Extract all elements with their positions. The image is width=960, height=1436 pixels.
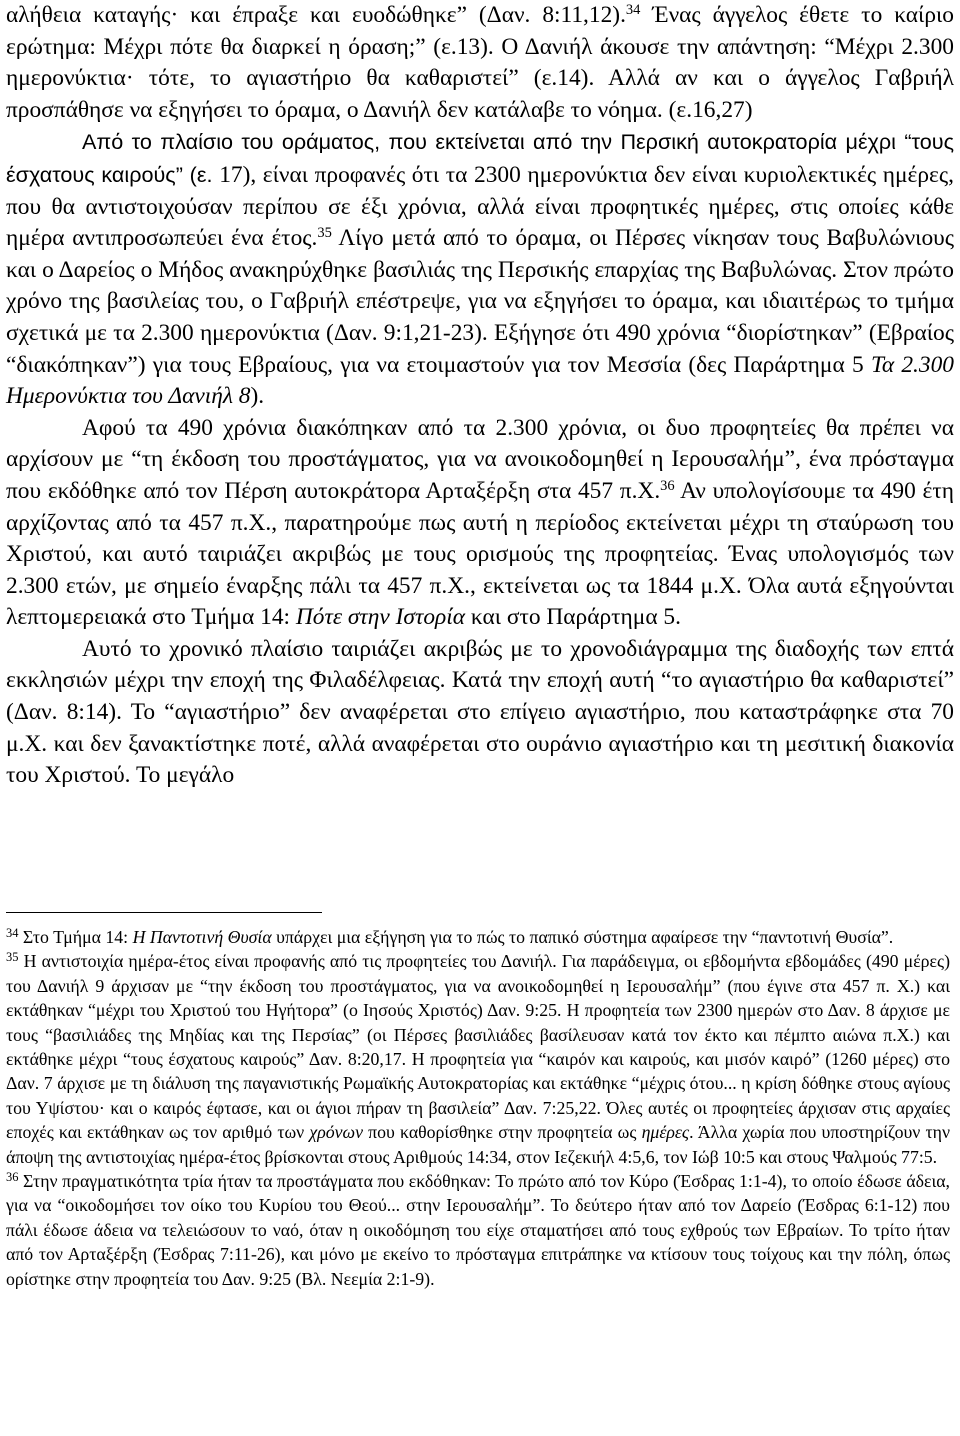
paragraph-2-part-b: Λίγο μετά από το όραμα, οι Πέρσες νίκησαν τους Βαβυλώνιους και ο Δαρείος ο Μήδος ανακηρύχθηκε βασιλιάς της Περσικής επαρχίας της Βαβυλώνας. Στον πρώτο χρόνο της βασιλείας του, ο Γαβριήλ επέστρεψε, για να εξηγήσει το όραμα, και ιδιαιτέρως το τμήμα σχετικά με τα 2.300 ημερονύκτια (Δαν. 9:1,21-23). Εξήγησε ότι 490 χρόνια “διορίστηκαν” (Εβραίος “διακόπηκαν”) για τους Εβραίους, για να ετοιμαστούν για τον Μεσσία (δες Παράρτημα 5 [6,225,954,378]
paragraph-1-part-b: Ένας άγγελος έθετε το καίριο ερώτημα: Μέχρι πότε θα διαρκεί η όραση;” (ε.13). Ο Δανιήλ άκουσε την απάντηση: “Μέχρι 2.300 ημερονύκτια· τότε, το αγιαστήριο θα καθαριστεί” (ε.14). Αλλά αν και ο άγγελος Γαβριήλ προσπάθησε να εξηγήσει το όραμα, ο Δανιήλ δεν κατάλαβε το νόημα. (ε.16,27) [6,2,954,123]
footnote-separator [6,912,322,913]
footnote-34 [6,925,950,949]
footnote-ref-34[interactable]: 34 [625,2,641,19]
paragraph-3-part-b: Αν υπολογίσουμε τα 490 έτη αρχίζοντας από τα 457 π.Χ., παρατηρούμε πως αυτή η περίοδος εκτείνεται μέχρι τη σταύρωση του Χριστού, και αυτό ταιριάζει ακριβώς με τους ορισμούς της προφητείας. Ένας υπολογισμός των 2.300 ετών, με σημείο έναρξης πάλι τα 457 π.Χ., εκτείνεται ως τα 1844 μ.Χ. Όλα αυτά εξηγούνται λεπτομερειακά στο Τμήμα 14: [6,477,954,631]
paragraph-3-part-a: Αφού τα 490 χρόνια διακόπηκαν από τα 2.300 χρόνια, οι δυο προφητείες θα πρέπει να αρχίσουν με “τη έκδοση του προστάγματος, για να ανοικοδομηθεί η Ιερουσαλήμ”, ένα πρόσταγμα που εκδόθηκε από τον Πέρση αυτοκράτορα Αρταξέρξη στα 457 π.Χ. [6,414,954,504]
footnote-ref-35[interactable]: 35 [317,225,332,242]
paragraph-2 [6,126,954,412]
paragraph-4: Αυτό το χρονικό πλαίσιο ταιριάζει ακριβώς με το χρονοδιάγραμμα της διαδοχής των επτά εκκλησιών μέχρι την εποχή της Φιλαδέλφειας. Κατά την εποχή αυτή “το αγιαστήριο θα καθαριστεί” (Δαν. 8:14). Το “αγιαστήριο” δεν αναφέρεται στο επίγειο αγιαστήριο, που καταστράφηκε στα 70 μ.Χ. και δεν ξανακτίστηκε ποτέ, αλλά αναφέρεται στο ουράνιο αγιαστήριο και τη μεσιτική διακονία του Χριστού. Το μεγάλο [6,635,954,789]
paragraph-1 [6,0,954,126]
footnote-35-part-c: . Άλλα χωρία που υποστηρίζουν την άποψη της αντιστοιχίας ημέρα-έτος βρίσκονται στους Αριθμούς 14:34, στον Ιεζεκιήλ 4:5,6, τον Ιώβ 10:5 και στους Ψαλμούς 77:5. [6,1122,950,1167]
footnote-ref-36[interactable]: 36 [660,477,675,494]
footnote-36-number: 36 [6,1169,19,1184]
paragraph-2-part-c: ). [250,383,265,410]
footnote-35-part-a: Η αντιστοιχία ημέρα-έτος είναι προφανής από τις προφητείες του Δανιήλ. Για παράδειγμα, οι εβδομήντα εβδομάδες (490 μέρες) του Δανιήλ 9 άρχισαν με “την έκδοση του προστάγματος, για να ανοικοδομηθεί η Ιερουσαλήμ” (που έγινε στα 457 π. Χ.) και εκτάθηκαν “μέχρι του Χριστού του Ηγήτορα” (ο Ιησούς Χριστός) Δαν. 9:25. Η προφητεία των 2300 ημερών στο Δαν. 8 άρχισε με τους “βασιλιάδες της Μηδίας και της Περσίας” (οι Πέρσες βασιλιάδες βασίλευσαν κατά τον έκτο και πέμπτο αιώνα π.Χ.) και εκτάθηκε μέχρι “τους έσχατους καιρούς” Δαν. 8:20,17. Η προφητεία για “καιρόν και καιρούς, και μισόν καιρό” (1260 μέρες) στο Δαν. 7 άρχισε με τη διάλυση της παγανιστικής Ρωμαϊκής Αυτοκρατορίας και εκτάθηκε “μέχρις ότου... η κρίση δόθηκε στους αγίους του Υψίστου· και ο καιρός έφτασε, και οι άγιοι πήραν τη βασιλεία” Δαν. 7:25,22. Όλες αυτές οι προφητείες άρχισαν στις αρχαίες εποχές και εκτάθηκαν ως τον αριθμό των [6,951,950,1143]
paragraph-2-italic: Τα 2.300 Ημερονύκτια του Δανιήλ 8 [6,351,954,410]
footnotes [6,925,950,1291]
footnote-34-italic: Η Παντοτινή Θυσία [132,927,272,947]
footnote-35-part-b: που καθορίσθηκε στην προφητεία ως [362,1122,642,1143]
paragraph-1-part-a: αλήθεια καταγής· και έπραξε και ευοδώθηκε” (Δαν. 8:11,12). [6,2,626,28]
footnote-36 [6,1169,950,1291]
footnote-35 [6,949,950,1169]
paragraph-2-part-a: 17), είναι προφανές ότι τα 2300 ημερονύκτια δεν είναι κυριολεκτικές ημέρες, που θα αντιστοιχούσαν περίπου σε έξι χρόνια, αλλά είναι προφητικές ημέρες, στις οποίες κάθε ημέρα αντιπροσωπεύει ένα έτος. [6,161,954,252]
footnote-35-number: 35 [6,950,19,965]
paragraph-3 [6,413,954,634]
footnote-34-part-a: Στο Τμήμα 14: [18,927,133,947]
footnote-34-number: 34 [6,925,19,940]
main-text [6,0,954,792]
footnote-35-italic-1: χρόνων [309,1122,363,1143]
footnote-36-part-a: Στην πραγματικότητα τρία ήταν τα προστάγματα που εκδόθηκαν: Το πρώτο από τον Κύρο (Έσδρας 1:1-4), το οποίο έδωσε άδεια, για να “οικοδομήσει τον οίκο του Κυρίου του Θεού... στην Ιερουσαλήμ”. Το δεύτερο ήταν από τον Δαρείο (Έσδρας 6:1-12) που πάλι έδωσε άδεια να τελειώσουν το ναό, όταν η οικοδόμηση του είχε σταματήσει από τους εχθρούς των Εβραίων. Το τρίτο ήταν από τον Αρταξέρξη (Έσδρας 7:11-26), και μόνο με εκείνο το πρόσταγμα επιτράπηκε να κτίσουν τους τοίχους και την πόλη, όπως ορίστηκε στην προφητεία του Δαν. 9:25 (Βλ. Νεεμία 2:1-9). [6,1171,950,1289]
paragraph-2-sans-part: Από το πλαίσιο του οράματος, που εκτείνεται από την Περσική αυτοκρατορία μέχρι “τους έσχατους καιρούς” (ε. [6,129,954,187]
paragraph-3-italic: Πότε στην Ιστορία [295,604,466,631]
footnote-35-italic-2: ημέρες [641,1122,690,1143]
paragraph-3-part-c: και στο Παράρτημα 5. [465,604,681,631]
footnote-34-part-b: υπάρχει μια εξήγηση για το πώς το παπικό σύστημα αφαίρεσε την “παντοτινή Θυσία”. [271,927,894,947]
